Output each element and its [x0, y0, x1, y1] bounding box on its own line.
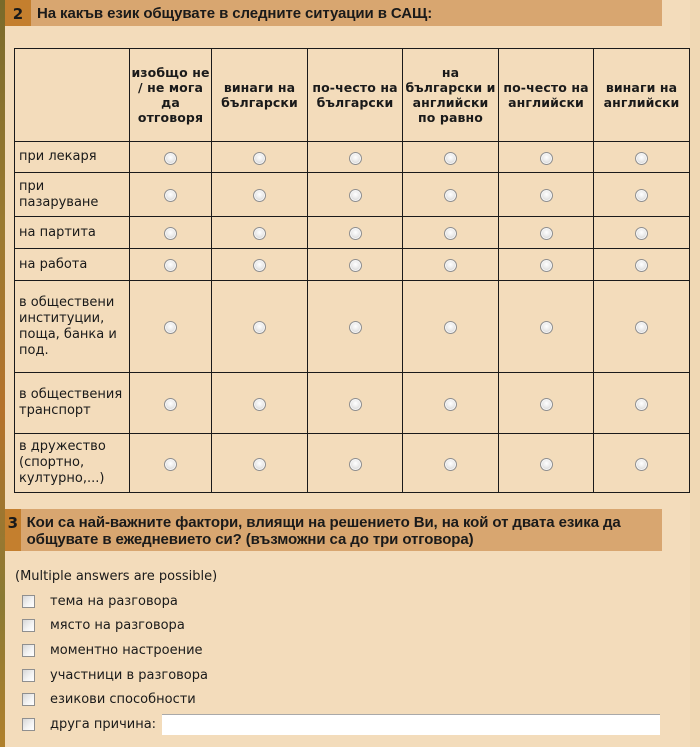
radio-button[interactable] — [164, 259, 177, 272]
column-header: на български и английски по равно — [403, 49, 499, 142]
grid-cell — [403, 217, 499, 249]
grid-cell — [130, 249, 212, 281]
grid-cell — [499, 217, 594, 249]
checkbox-label: участници в разговора — [50, 667, 208, 683]
checkbox-label: друга причина: — [50, 716, 157, 732]
radio-button[interactable] — [444, 259, 457, 272]
grid-cell — [594, 281, 690, 373]
radio-button[interactable] — [444, 152, 457, 165]
grid-cell — [594, 217, 690, 249]
grid-row — [15, 217, 690, 249]
grid-cell — [130, 373, 212, 434]
radio-button[interactable] — [540, 458, 553, 471]
grid-row — [15, 281, 690, 373]
radio-button[interactable] — [635, 458, 648, 471]
radio-button[interactable] — [349, 227, 362, 240]
radio-button[interactable] — [349, 321, 362, 334]
radio-button[interactable] — [164, 152, 177, 165]
radio-button[interactable] — [540, 259, 553, 272]
grid-cell — [403, 249, 499, 281]
row-label: в обществения транспорт — [15, 373, 130, 434]
grid-row — [15, 173, 690, 217]
grid-cell — [594, 373, 690, 434]
grid-cell — [212, 281, 308, 373]
radio-button[interactable] — [253, 321, 266, 334]
checkbox[interactable] — [22, 644, 35, 657]
checkbox[interactable] — [22, 693, 35, 706]
question-number: 3 — [5, 509, 21, 551]
grid-cell — [499, 373, 594, 434]
checkbox[interactable] — [22, 619, 35, 632]
radio-button[interactable] — [253, 398, 266, 411]
grid-cell — [499, 434, 594, 493]
row-label: в дружество (спортно, културно,...) — [15, 434, 130, 493]
radio-button[interactable] — [349, 152, 362, 165]
other-reason-input[interactable] — [162, 714, 660, 735]
checkbox-label: езикови способности — [50, 692, 196, 708]
radio-button[interactable] — [635, 259, 648, 272]
grid-row — [15, 142, 690, 173]
radio-button[interactable] — [349, 398, 362, 411]
row-label: в обществени институции, поща, банка и под. — [15, 281, 130, 373]
radio-button[interactable] — [444, 398, 457, 411]
column-header: по-често на английски — [499, 49, 594, 142]
checkbox[interactable] — [22, 669, 35, 682]
radio-button[interactable] — [444, 189, 457, 202]
grid-header-row — [15, 49, 690, 142]
question-3-header — [5, 509, 662, 551]
radio-button[interactable] — [540, 321, 553, 334]
factors-checkbox-list — [22, 589, 660, 737]
radio-button[interactable] — [253, 458, 266, 471]
grid-cell — [130, 434, 212, 493]
grid-cell — [308, 173, 403, 217]
radio-button[interactable] — [635, 152, 648, 165]
grid-cell — [130, 142, 212, 173]
column-header: изобщо не / не мога да отговоря — [130, 49, 212, 142]
grid-cell — [130, 281, 212, 373]
question-2-header — [5, 0, 662, 26]
radio-button[interactable] — [444, 321, 457, 334]
radio-button[interactable] — [253, 189, 266, 202]
radio-button[interactable] — [349, 189, 362, 202]
grid-cell — [212, 173, 308, 217]
question-title: На какъв език общувате в следните ситуации в САЩ: — [37, 5, 433, 22]
grid-cell — [308, 281, 403, 373]
grid-cell — [308, 249, 403, 281]
radio-button[interactable] — [635, 227, 648, 240]
radio-button[interactable] — [540, 227, 553, 240]
grid-cell — [308, 142, 403, 173]
grid-cell — [308, 373, 403, 434]
question-number: 2 — [5, 0, 31, 26]
radio-button[interactable] — [253, 227, 266, 240]
grid-row — [15, 373, 690, 434]
radio-button[interactable] — [164, 189, 177, 202]
checkbox-option[interactable] — [22, 687, 660, 712]
language-situation-grid — [14, 48, 690, 493]
grid-cell — [499, 142, 594, 173]
radio-button[interactable] — [635, 189, 648, 202]
checkbox-option[interactable] — [22, 589, 660, 614]
grid-cell — [212, 434, 308, 493]
checkbox-option-other[interactable] — [22, 712, 660, 737]
radio-button[interactable] — [349, 458, 362, 471]
grid-row — [15, 434, 690, 493]
grid-cell — [499, 281, 594, 373]
row-label: на работа — [15, 249, 130, 281]
checkbox-option[interactable] — [22, 638, 660, 663]
grid-cell — [594, 173, 690, 217]
multiple-answers-note: (Multiple answers are possible) — [15, 569, 218, 584]
checkbox-label: моментно настроение — [50, 642, 203, 658]
grid-cell — [403, 142, 499, 173]
radio-button[interactable] — [164, 458, 177, 471]
grid-cell — [403, 173, 499, 217]
grid-cell — [499, 173, 594, 217]
radio-button[interactable] — [349, 259, 362, 272]
radio-button[interactable] — [164, 398, 177, 411]
checkbox-option[interactable] — [22, 663, 660, 688]
page-right-border — [690, 0, 700, 747]
column-header: винаги на български — [212, 49, 308, 142]
checkbox[interactable] — [22, 595, 35, 608]
grid-cell — [403, 281, 499, 373]
column-header: винаги на английски — [594, 49, 690, 142]
radio-button[interactable] — [164, 227, 177, 240]
radio-button[interactable] — [253, 259, 266, 272]
grid-cell — [130, 217, 212, 249]
radio-button[interactable] — [164, 321, 177, 334]
radio-button[interactable] — [253, 152, 266, 165]
row-label: при пазаруване — [15, 173, 130, 217]
page-left-border — [0, 0, 5, 747]
radio-button[interactable] — [540, 398, 553, 411]
radio-button[interactable] — [635, 321, 648, 334]
grid-cell — [212, 249, 308, 281]
radio-button[interactable] — [635, 398, 648, 411]
grid-cell — [130, 173, 212, 217]
checkbox[interactable] — [22, 718, 35, 731]
checkbox-option[interactable] — [22, 614, 660, 639]
grid-cell — [308, 217, 403, 249]
grid-corner-cell — [15, 49, 130, 142]
grid-row — [15, 249, 690, 281]
checkbox-label: тема на разговора — [50, 593, 178, 609]
question-title: Кои са най-важните фактори, влиящи на решението Ви, на кой от двата езика да общувате в ежедневието си? (възможни са до три отговора) — [26, 514, 621, 548]
radio-button[interactable] — [540, 189, 553, 202]
radio-button[interactable] — [444, 458, 457, 471]
grid-cell — [403, 434, 499, 493]
grid-cell — [212, 142, 308, 173]
checkbox-label: място на разговора — [50, 618, 185, 634]
row-label: на партита — [15, 217, 130, 249]
grid-cell — [594, 434, 690, 493]
grid-cell — [403, 373, 499, 434]
row-label: при лекаря — [15, 142, 130, 173]
grid-cell — [594, 249, 690, 281]
column-header: по-често на български — [308, 49, 403, 142]
radio-button[interactable] — [540, 152, 553, 165]
grid-cell — [594, 142, 690, 173]
grid-cell — [499, 249, 594, 281]
grid-cell — [212, 373, 308, 434]
grid-cell — [212, 217, 308, 249]
grid-cell — [308, 434, 403, 493]
radio-button[interactable] — [444, 227, 457, 240]
